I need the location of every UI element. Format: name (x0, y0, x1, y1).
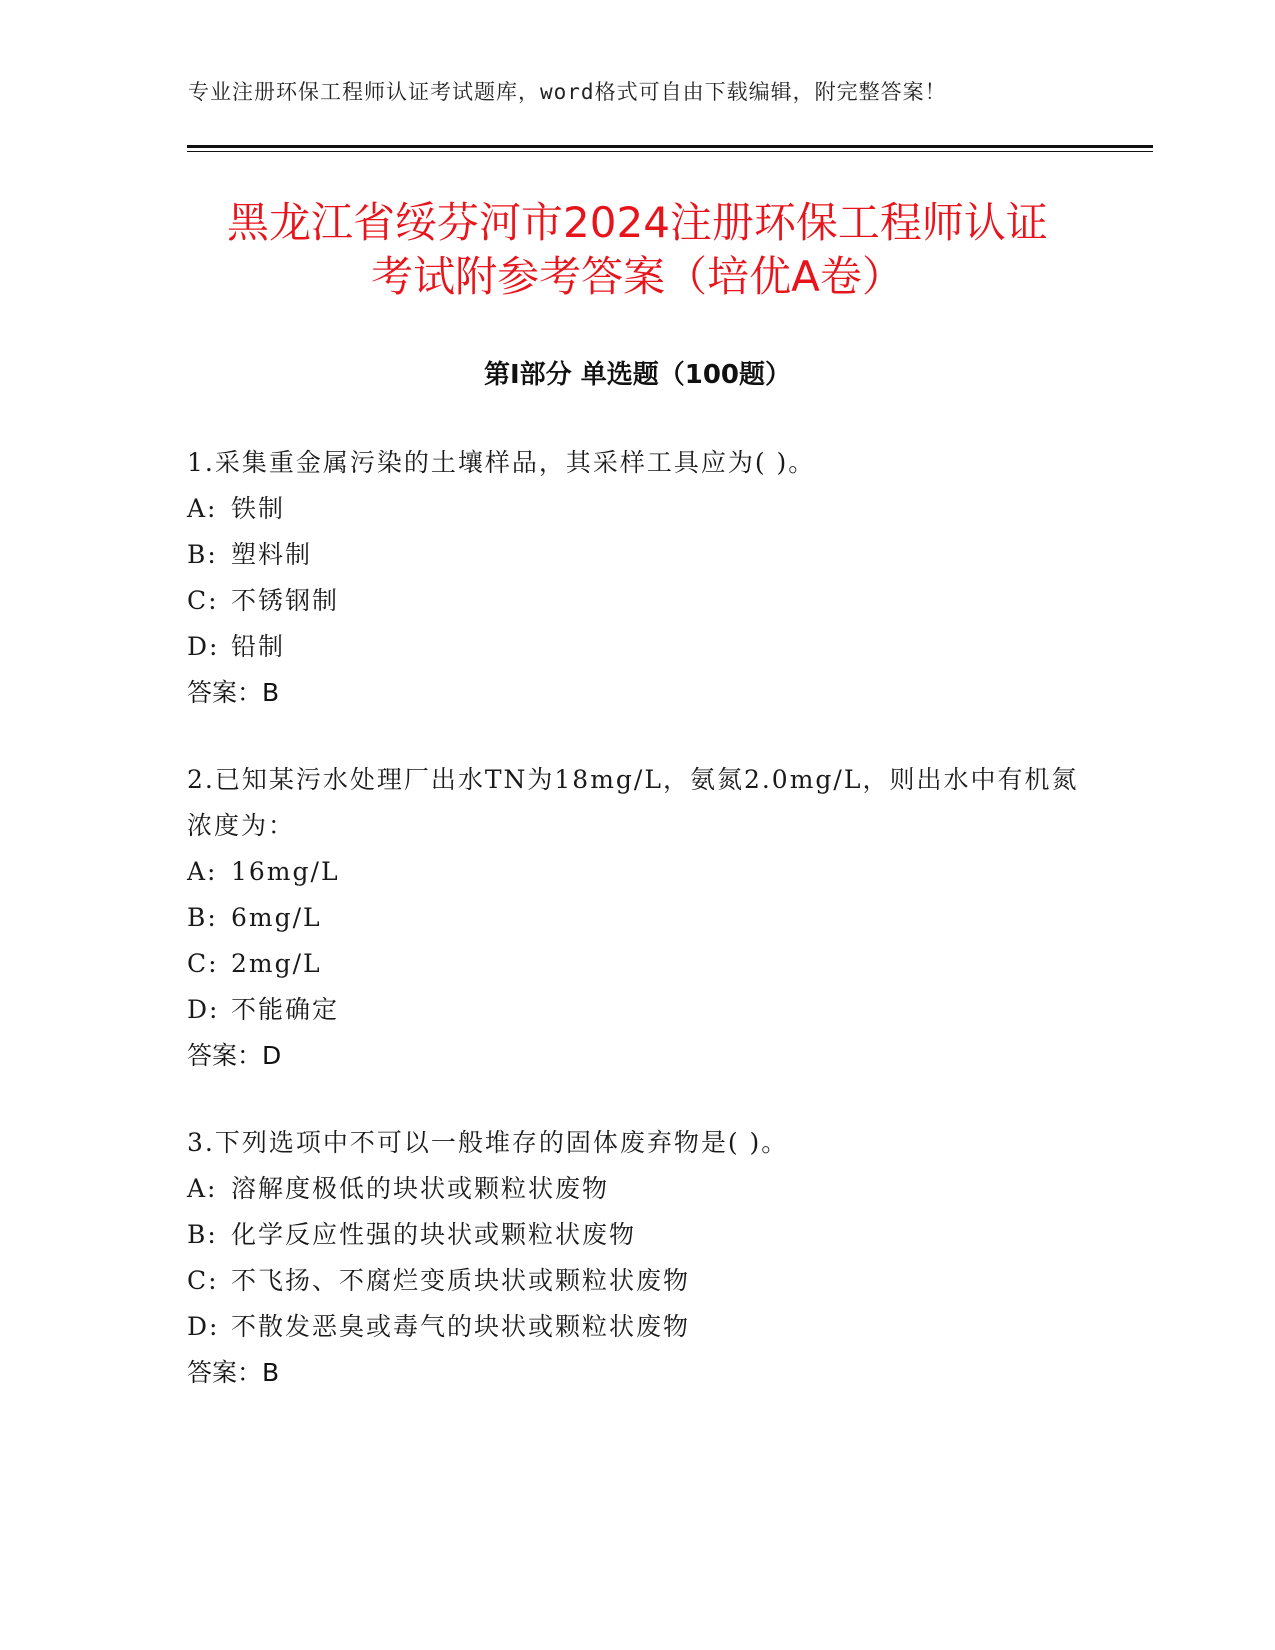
option-key: B: (187, 1220, 218, 1249)
option-text: 不飞扬、不腐烂变质块状或颗粒状废物 (231, 1266, 691, 1295)
option-key: A: (187, 494, 218, 523)
document-title-line-1: 黑龙江省绥芬河市2024注册环保工程师认证 (227, 198, 1048, 247)
option-a (187, 849, 1087, 895)
option-key: D: (187, 632, 220, 661)
header-divider-thick (187, 145, 1153, 148)
option-b (187, 532, 1087, 578)
option-key: C: (187, 586, 219, 615)
option-key: A: (187, 1174, 218, 1203)
option-key: B: (187, 903, 218, 932)
question-stem: 2.已知某污水处理厂出水TN为18mg/L，氨氮2.0mg/L，则出水中有机氮浓度为： (187, 765, 1079, 840)
option-text: 不能确定 (231, 995, 340, 1024)
option-text: 塑料制 (231, 540, 313, 569)
option-text: 铁制 (231, 494, 286, 523)
option-text: 不锈钢制 (231, 586, 340, 615)
option-key: A: (187, 857, 218, 886)
question-1 (187, 440, 1087, 716)
question-answer: 答案：D (187, 1041, 282, 1070)
option-c (187, 941, 1087, 987)
option-text: 溶解度极低的块状或颗粒状废物 (231, 1174, 610, 1203)
option-c (187, 1258, 1087, 1304)
option-d (187, 624, 1087, 670)
option-text: 铅制 (231, 632, 286, 661)
question-answer: 答案：B (187, 678, 280, 707)
section-title: 第Ⅰ部分 单选题（100题） (484, 360, 791, 390)
option-text: 不散发恶臭或毒气的块状或颗粒状废物 (231, 1312, 691, 1341)
question-stem: 1.采集重金属污染的土壤样品，其采样工具应为( )。 (187, 448, 816, 477)
document-title (140, 196, 1135, 304)
option-text: 2mg/L (231, 949, 322, 978)
option-text: 16mg/L (231, 857, 340, 886)
option-key: C: (187, 1266, 219, 1295)
question-answer: 答案：B (187, 1358, 280, 1387)
option-b (187, 1212, 1087, 1258)
option-c (187, 578, 1087, 624)
option-d (187, 1304, 1087, 1350)
question-list (187, 440, 1087, 1437)
option-text: 6mg/L (231, 903, 322, 932)
header-divider-thin (187, 151, 1153, 152)
option-a (187, 486, 1087, 532)
option-key: C: (187, 949, 219, 978)
question-2 (187, 757, 1087, 1079)
option-text: 化学反应性强的块状或颗粒状废物 (231, 1220, 637, 1249)
option-a (187, 1166, 1087, 1212)
question-stem: 3.下列选项中不可以一般堆存的固体废弃物是( )。 (187, 1128, 789, 1157)
document-title-line-2: 考试附参考答案（培优A卷） (371, 252, 904, 301)
option-b (187, 895, 1087, 941)
header-note: 专业注册环保工程师认证考试题库，word格式可自由下载编辑，附完整答案！ (188, 80, 947, 104)
option-key: B: (187, 540, 218, 569)
option-d (187, 987, 1087, 1033)
option-key: D: (187, 1312, 220, 1341)
option-key: D: (187, 995, 220, 1024)
question-3 (187, 1120, 1087, 1396)
